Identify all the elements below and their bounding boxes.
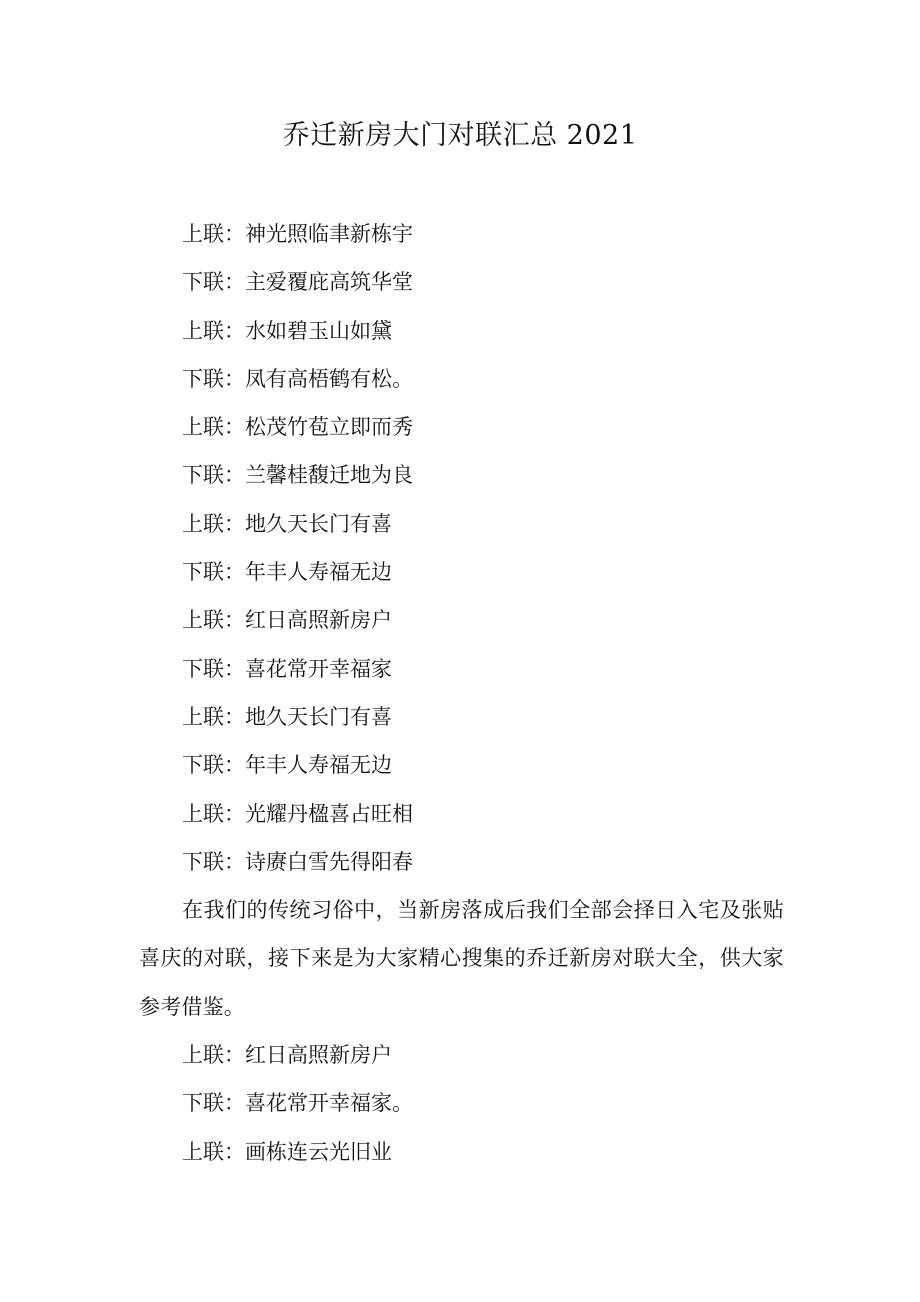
couplet-line: 下联：喜花常开幸福家: [182, 656, 392, 681]
page-title: 乔迁新房大门对联汇总 2021: [282, 120, 638, 151]
document-body: [139, 210, 784, 1176]
couplet-line: 上联：红日高照新房户: [182, 608, 392, 633]
couplet-line: 下联：喜花常开幸福家。: [182, 1091, 413, 1116]
couplet-line: 上联：地久天长门有喜: [182, 511, 392, 536]
couplet-line: 下联：兰馨桂馥迁地为良: [182, 463, 413, 488]
couplet-line: 下联：年丰人寿福无边: [182, 753, 392, 778]
couplet-line: 下联：诗赓白雪先得阳春: [182, 849, 413, 874]
couplet-line: 上联：红日高照新房户: [182, 1043, 392, 1068]
intro-paragraph: 在我们的传统习俗中，当新房落成后我们全部会择日入宅及张贴喜庆的对联，接下来是为大家精心搜集的乔迁新房对联大全，供大家参考借鉴。: [139, 898, 784, 1019]
couplet-line: 上联：水如碧玉山如黛: [182, 318, 392, 343]
couplet-line: 上联：光耀丹楹喜占旺相: [182, 801, 413, 826]
couplet-line: 上联：地久天长门有喜: [182, 704, 392, 729]
couplet-line: 下联：凤有高梧鹤有松。: [182, 366, 413, 391]
couplet-line: 上联：松茂竹苞立即而秀: [182, 415, 413, 440]
couplet-line: 上联：神光照临聿新栋宇: [182, 222, 413, 246]
couplet-line: 上联：画栋连云光旧业: [182, 1139, 392, 1164]
couplet-line: 下联：主爱覆庇高筑华堂: [182, 270, 413, 295]
couplet-line: 下联：年丰人寿福无边: [182, 560, 392, 585]
